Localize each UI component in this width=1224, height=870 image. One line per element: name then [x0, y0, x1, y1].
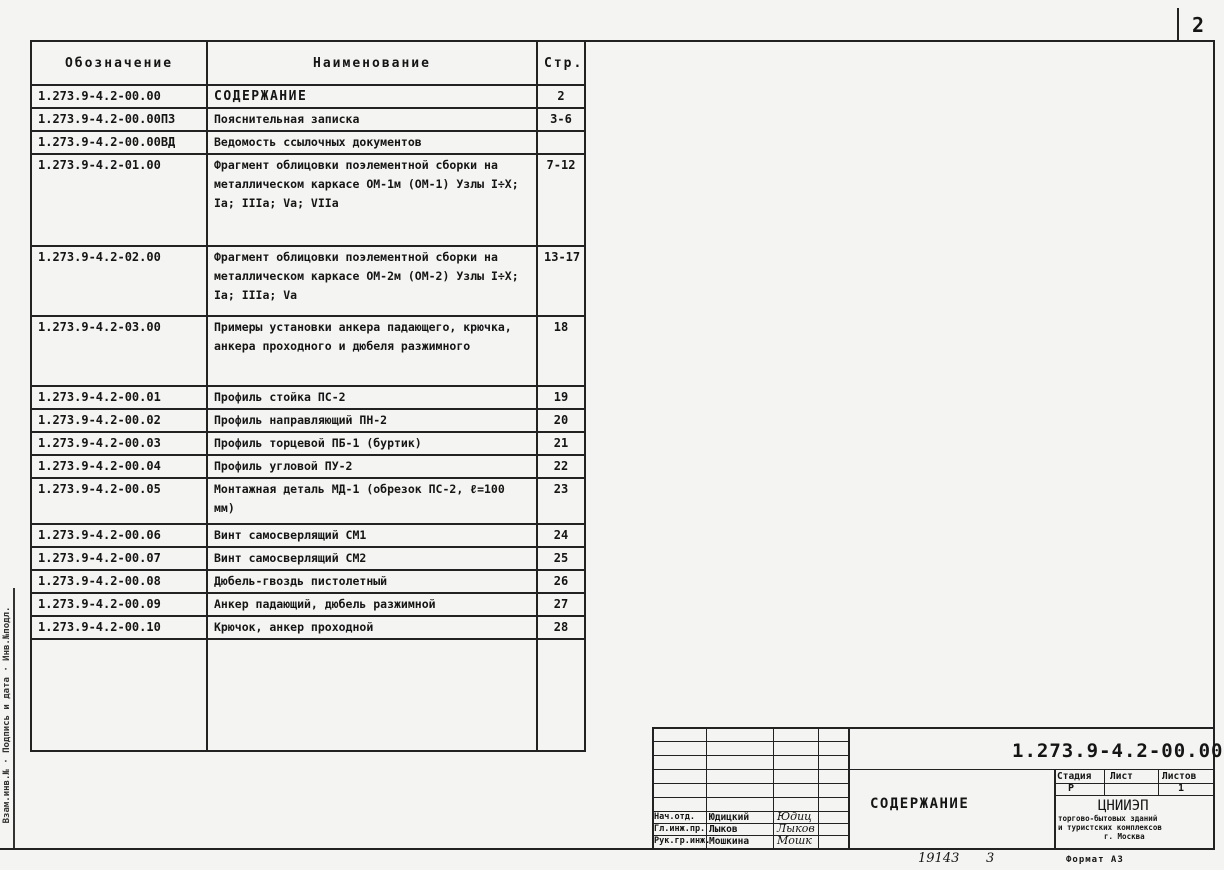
- row-name: Дюбель-гвоздь пистолетный: [207, 570, 537, 593]
- row-code: 1.273.9-4.2-00.08: [31, 570, 207, 593]
- row-page: 23: [537, 478, 585, 524]
- row-name: Профиль торцевой ПБ-1 (буртик): [207, 432, 537, 455]
- sign-name: Лыков: [709, 824, 738, 835]
- org-line1: торгово-бытовых зданий: [1058, 814, 1158, 823]
- contents-table: [30, 40, 586, 752]
- row-code: 1.273.9-4.2-00.10: [31, 616, 207, 639]
- tb-line: [1054, 769, 1056, 848]
- table-row: [31, 547, 585, 570]
- table-row: [31, 524, 585, 547]
- header-name: Наименование: [207, 41, 537, 85]
- left-stamp-strip: [0, 588, 15, 848]
- tb-line: [848, 727, 850, 848]
- row-name: Профиль угловой ПУ-2: [207, 455, 537, 478]
- row-code: 1.273.9-4.2-00.00ПЗ: [31, 108, 207, 131]
- tb-line: [652, 783, 848, 784]
- table-row: [31, 409, 585, 432]
- table-row: [31, 386, 585, 409]
- archive-sheet: 3: [986, 851, 995, 866]
- row-code: 1.273.9-4.2-02.00: [31, 246, 207, 316]
- left-strip-text: Взам.инв.№ · Подпись и дата · Инв.№подл.: [2, 606, 12, 824]
- table-row: [31, 616, 585, 639]
- row-name: Ведомость ссылочных документов: [207, 131, 537, 154]
- stage-value: Р: [1068, 783, 1075, 794]
- org-line2: и туристских комплексов: [1058, 823, 1162, 832]
- row-page: 19: [537, 386, 585, 409]
- sign-name: Юдицкий: [709, 812, 750, 823]
- stage-label: Стадия: [1057, 771, 1092, 782]
- table-row: [31, 108, 585, 131]
- row-page: 2: [537, 85, 585, 108]
- signature: Лыков: [777, 822, 815, 835]
- tb-line: [652, 741, 848, 742]
- sheets-value: 1: [1178, 783, 1185, 794]
- row-page: 20: [537, 409, 585, 432]
- row-page: 25: [537, 547, 585, 570]
- row-page: 24: [537, 524, 585, 547]
- sheet-title: СОДЕРЖАНИЕ: [870, 796, 970, 812]
- sign-role: Нач.отд.: [654, 812, 695, 822]
- tb-line: [1104, 769, 1105, 795]
- table-row: [31, 593, 585, 616]
- empty-table-row: [31, 639, 585, 751]
- table-row: [31, 316, 585, 386]
- row-name: Винт самосверлящий СМ1: [207, 524, 537, 547]
- sign-name: Мошкина: [709, 836, 750, 847]
- table-row: [31, 478, 585, 524]
- tb-line: [1054, 783, 1215, 784]
- header-code: Обозначение: [31, 41, 207, 85]
- empty-cell: [537, 639, 585, 751]
- row-page: [537, 131, 585, 154]
- row-page: 3-6: [537, 108, 585, 131]
- row-name: Фрагмент облицовки поэлементной сборки на металлическом каркасе ОМ-1м (ОМ-1) Узлы I÷X; Iа; IIIа; Vа; VIIа: [207, 154, 537, 246]
- table-row: [31, 246, 585, 316]
- tb-line: [652, 727, 1215, 729]
- sheets-label: Листов: [1162, 771, 1197, 782]
- table-row: [31, 455, 585, 478]
- org-name: ЦНИИЭП: [1098, 798, 1149, 814]
- sheet-label: Лист: [1110, 771, 1133, 782]
- signature: Мошк: [777, 834, 812, 847]
- row-code: 1.273.9-4.2-00.04: [31, 455, 207, 478]
- page-number: 2: [1177, 8, 1217, 42]
- row-name: Пояснительная записка: [207, 108, 537, 131]
- table-row: [31, 432, 585, 455]
- table-row: [31, 570, 585, 593]
- row-name: Фрагмент облицовки поэлементной сборки на металлическом каркасе ОМ-2м (ОМ-2) Узлы I÷X; Iа; IIIа; Vа: [207, 246, 537, 316]
- row-page: 22: [537, 455, 585, 478]
- format-label: Формат А3: [1066, 855, 1124, 865]
- row-page: 7-12: [537, 154, 585, 246]
- row-name: Примеры установки анкера падающего, крючка, анкера проходного и дюбеля разжимного: [207, 316, 537, 386]
- tb-line: [818, 727, 819, 848]
- row-name: Анкер падающий, дюбель разжимной: [207, 593, 537, 616]
- row-name: Профиль направляющий ПН-2: [207, 409, 537, 432]
- row-page: 21: [537, 432, 585, 455]
- row-code: 1.273.9-4.2-00.06: [31, 524, 207, 547]
- sheet-bottom-line: [0, 848, 1215, 850]
- row-page: 18: [537, 316, 585, 386]
- row-code: 1.273.9-4.2-01.00: [31, 154, 207, 246]
- table-row: [31, 131, 585, 154]
- row-name: Монтажная деталь МД-1 (обрезок ПС-2, ℓ=100 мм): [207, 478, 537, 524]
- row-page: 26: [537, 570, 585, 593]
- empty-cell: [31, 639, 207, 751]
- tb-line: [773, 727, 774, 848]
- row-name: Профиль стойка ПС-2: [207, 386, 537, 409]
- tb-line: [1054, 795, 1215, 796]
- archive-number: 19143: [918, 851, 960, 866]
- row-code: 1.273.9-4.2-00.00: [31, 85, 207, 108]
- row-code: 1.273.9-4.2-00.07: [31, 547, 207, 570]
- empty-cell: [207, 639, 537, 751]
- row-page: 28: [537, 616, 585, 639]
- tb-line: [706, 727, 707, 848]
- tb-line: [652, 769, 1215, 770]
- table-row: [31, 85, 585, 108]
- row-page: 27: [537, 593, 585, 616]
- row-name: Крючок, анкер проходной: [207, 616, 537, 639]
- tb-line: [652, 755, 848, 756]
- sign-role: Гл.инж.пр.: [654, 824, 706, 834]
- header-page: Стр.: [537, 41, 585, 85]
- row-name: Винт самосверлящий СМ2: [207, 547, 537, 570]
- signature: Юдиц: [777, 810, 812, 823]
- row-code: 1.273.9-4.2-03.00: [31, 316, 207, 386]
- sign-role: Рук.гр.инж.: [654, 836, 711, 846]
- org-city: г. Москва: [1104, 832, 1145, 841]
- row-code: 1.273.9-4.2-00.02: [31, 409, 207, 432]
- row-code: 1.273.9-4.2-00.03: [31, 432, 207, 455]
- document-code: 1.273.9-4.2-00.00: [1012, 740, 1224, 762]
- row-page: 13-17: [537, 246, 585, 316]
- tb-line: [652, 797, 848, 798]
- row-code: 1.273.9-4.2-00.01: [31, 386, 207, 409]
- row-code: 1.273.9-4.2-00.09: [31, 593, 207, 616]
- contents-header-row: [31, 41, 585, 85]
- tb-line: [1158, 769, 1159, 795]
- row-code: 1.273.9-4.2-00.00ВД: [31, 131, 207, 154]
- row-name: СОДЕРЖАНИЕ: [207, 85, 537, 108]
- table-row: [31, 154, 585, 246]
- row-code: 1.273.9-4.2-00.05: [31, 478, 207, 524]
